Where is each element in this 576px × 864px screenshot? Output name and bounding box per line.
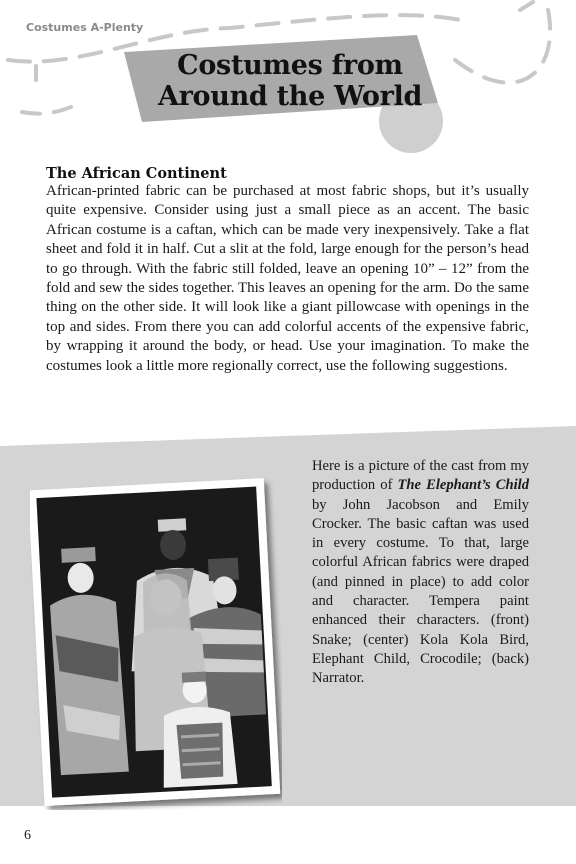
page-title-line-2: Around the World	[157, 81, 423, 112]
section-body-paragraph: African-printed fabric can be purchased at most fabric shops, but it’s usually quite expensive. Consider using just a small piece as an accent. The basic African costume is a caftan, which can be made very inexpensively. Take a flat sheet and fold it in half. Cut a slit at the fold, large enough for the person’s head to go through. With the fabric still folded, leave an opening 10” – 12” from the fold and sew the sides together. This leaves an opening for the arm. Do the same thing on the other side. It will look like a giant pillowcase with openings in the top and sides. From there you can add colorful accents of the expensive fabric, by wrapping it around the body, or head. Use your imagination. To make the costumes look a little more regionally correct, use the following suggestions.	[46, 183, 529, 374]
caption-text-part-2: by John Jacobson and Emily Crocker. The basic caftan was used in every costume. To that, large colorful African fabrics were draped (and pinned in place) to add color and character. Tempera paint enhanced their characters. (front) Snake; (center) Kola Kola Bird, Elephant Child, Crocodile; (back) Narrator.	[312, 496, 529, 687]
caption-text-part-1: Here is a picture of the cast from my production of	[312, 458, 529, 494]
page-title-line-1: Costumes from	[177, 50, 403, 81]
production-title: The Elephant’s Child	[397, 477, 529, 494]
cast-photo	[30, 470, 282, 810]
section-heading: The African Continent	[46, 165, 227, 182]
page-number: 6	[24, 828, 31, 843]
photo-caption	[312, 457, 529, 689]
running-header: Costumes A-Plenty	[26, 21, 144, 34]
